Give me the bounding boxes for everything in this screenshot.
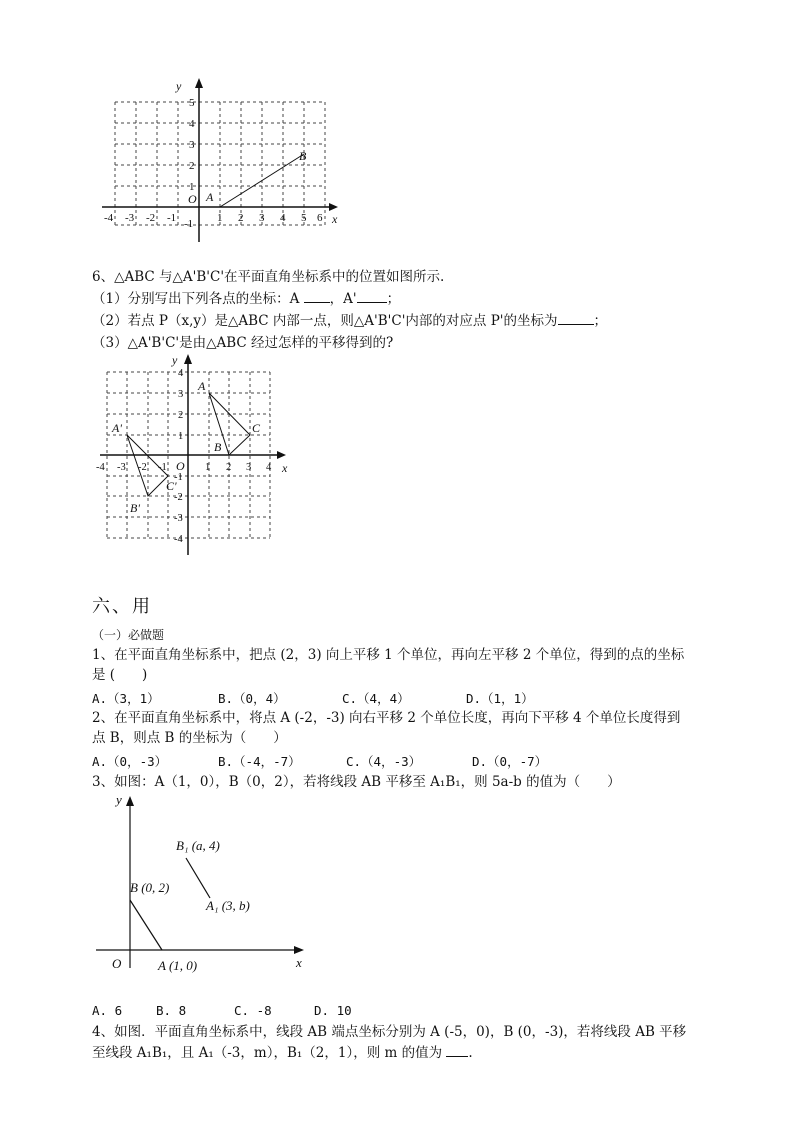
tick-label: -4 <box>174 534 183 545</box>
tick-label: -1 <box>174 472 183 483</box>
segment-a1b1 <box>186 858 210 898</box>
q6-line-2 <box>92 290 400 308</box>
point-a-label: A <box>206 190 214 204</box>
q6-line-3-text-a: （2）若点 P（x,y）是△ABC 内部一点，则△A'B'C'内部的对应点 P'的坐标为 <box>92 313 558 329</box>
origin-label: O <box>112 956 122 971</box>
tick-label: -4 <box>96 462 105 473</box>
x-axis-label: x <box>282 461 288 475</box>
segment-ab <box>130 900 162 950</box>
q2-line-1: 2、在平面直角坐标系中，将点 A (-2，-3) 向右平移 2 个单位长度，再向下平移 4 个单位长度得到 <box>92 710 681 726</box>
point-a1-label: A₁ (3, b) <box>206 898 250 913</box>
tick-label: 2 <box>178 410 184 421</box>
q3-line-1: 3、如图：A（1，0），B（0，2），若将线段 AB 平移至 A₁B₁，则 5a-b 的值为（ ） <box>92 774 621 790</box>
point-a-label: A (1, 0) <box>158 958 198 973</box>
q1-option-c[interactable]: C.（4，4） <box>342 691 410 706</box>
q3-option-a[interactable]: A. 6 <box>92 1003 123 1018</box>
y-axis-label: y <box>176 79 182 93</box>
section-heading: 六、用 <box>92 596 152 617</box>
y-axis-label: y <box>172 353 178 367</box>
coordinate-figure-3 <box>96 790 316 980</box>
q6-line-4: （3）△A'B'C'是由△ABC 经过怎样的平移得到的? <box>92 335 394 351</box>
q1-option-b[interactable]: B.（0，4） <box>218 691 286 706</box>
q6-line-3-text-b: ； <box>593 313 608 329</box>
tick-label: 4 <box>189 118 195 130</box>
tick-label: 2 <box>238 212 244 224</box>
tick-label: -4 <box>104 212 114 224</box>
q2-option-c[interactable]: C.（4，-3） <box>346 754 422 769</box>
tick-label: 5 <box>189 97 195 109</box>
point-a1-label: A' <box>112 421 122 435</box>
point-b-label: B (0, 2) <box>130 880 170 895</box>
q1-option-d[interactable]: D.（1，1） <box>466 691 534 706</box>
tick-label: -2 <box>138 462 147 473</box>
point-b-label: B <box>299 149 307 163</box>
answer-blank-a[interactable] <box>304 290 330 303</box>
x-axis-label: x <box>296 955 302 970</box>
answer-blank-p1[interactable] <box>558 312 594 325</box>
q6-line-3 <box>92 312 607 330</box>
q3-option-b[interactable]: B. 8 <box>156 1003 187 1018</box>
coordinate-figure-2 <box>96 350 296 560</box>
q2-option-b[interactable]: B.（-4，-7） <box>218 754 301 769</box>
tick-label: 1 <box>217 212 223 224</box>
tick-label: 5 <box>301 212 307 224</box>
answer-blank-m[interactable] <box>446 1044 468 1057</box>
point-b-label: B <box>214 440 222 454</box>
point-a-label: A <box>198 379 206 393</box>
point-c-label: C <box>252 421 261 435</box>
y-axis-arrow <box>126 796 134 806</box>
tick-label: -2 <box>146 212 156 224</box>
y-axis-arrow <box>195 78 203 88</box>
point-c1-label: C' <box>166 479 177 493</box>
q1-line-2: 是 ( ) <box>92 667 148 683</box>
answer-blank-a1[interactable] <box>357 290 387 303</box>
origin-label: O <box>176 459 185 473</box>
tick-label: -2 <box>174 492 183 503</box>
tick-label: 6 <box>317 212 323 224</box>
tick-label: -1 <box>167 212 177 224</box>
tick-label: -3 <box>117 462 126 473</box>
q3-option-d[interactable]: D. 10 <box>314 1003 352 1018</box>
tick-label: 2 <box>189 160 195 172</box>
q2-option-d[interactable]: D.（0，-7） <box>472 754 548 769</box>
q6-line-2-text-c: ； <box>386 291 401 307</box>
tick-label: -1 <box>158 462 167 473</box>
origin-label: O <box>188 192 197 206</box>
q6-line-2-text-b: ，A' <box>329 291 357 307</box>
tick-label: 4 <box>280 212 286 224</box>
tick-label: 3 <box>178 389 184 400</box>
x-axis-arrow <box>294 946 304 954</box>
y-axis-label: y <box>116 792 122 807</box>
tick-label: -3 <box>125 212 135 224</box>
tick-label: 2 <box>226 462 232 473</box>
q1-line-1: 1、在平面直角坐标系中，把点 (2，3) 向上平移 1 个单位，再向左平移 2 个单位，得到的点的坐标 <box>92 647 685 663</box>
point-b1-label: B' <box>130 501 140 515</box>
q4-line-2-text-a: 至线段 A₁B₁，且 A₁（-3，m），B₁（2，1），则 m 的值为 <box>92 1045 447 1061</box>
q4-line-2-text-b: . <box>468 1045 473 1061</box>
q6-line-1: 6、△ABC 与△A'B'C'在平面直角坐标系中的位置如图所示. <box>92 269 445 285</box>
subheading: （一）必做题 <box>92 628 165 642</box>
tick-label: 4 <box>178 368 184 379</box>
tick-label: 3 <box>259 212 265 224</box>
tick-label: -3 <box>174 513 183 524</box>
q1-option-a[interactable]: A.（3，1） <box>92 691 160 706</box>
x-axis-label: x <box>332 212 338 226</box>
y-axis-arrow <box>184 354 192 364</box>
coordinate-figure-1 <box>96 70 346 250</box>
x-axis-arrow <box>329 203 338 211</box>
x-axis-arrow <box>277 451 286 459</box>
q4-line-1: 4、如图．平面直角坐标系中，线段 AB 端点坐标分别为 A (-5，0)，B (0，-3)，若将线段 AB 平移 <box>92 1024 687 1040</box>
q6-line-2-text-a: （1）分别写出下列各点的坐标：A <box>92 291 304 307</box>
tick-label: 1 <box>178 431 184 442</box>
point-b1-label: B₁ (a, 4) <box>176 838 220 853</box>
q3-option-c[interactable]: C. -8 <box>234 1003 272 1018</box>
tick-label: 3 <box>246 462 252 473</box>
tick-label: 1 <box>189 181 195 193</box>
q2-option-a[interactable]: A.（0，-3） <box>92 754 168 769</box>
q2-line-2: 点 B，则点 B 的坐标为（ ） <box>92 730 287 746</box>
tick-label: 1 <box>205 462 211 473</box>
tick-label: 4 <box>266 462 272 473</box>
q4-line-2 <box>92 1044 473 1062</box>
tick-label: 3 <box>189 139 195 151</box>
tick-label: -1 <box>184 218 194 230</box>
